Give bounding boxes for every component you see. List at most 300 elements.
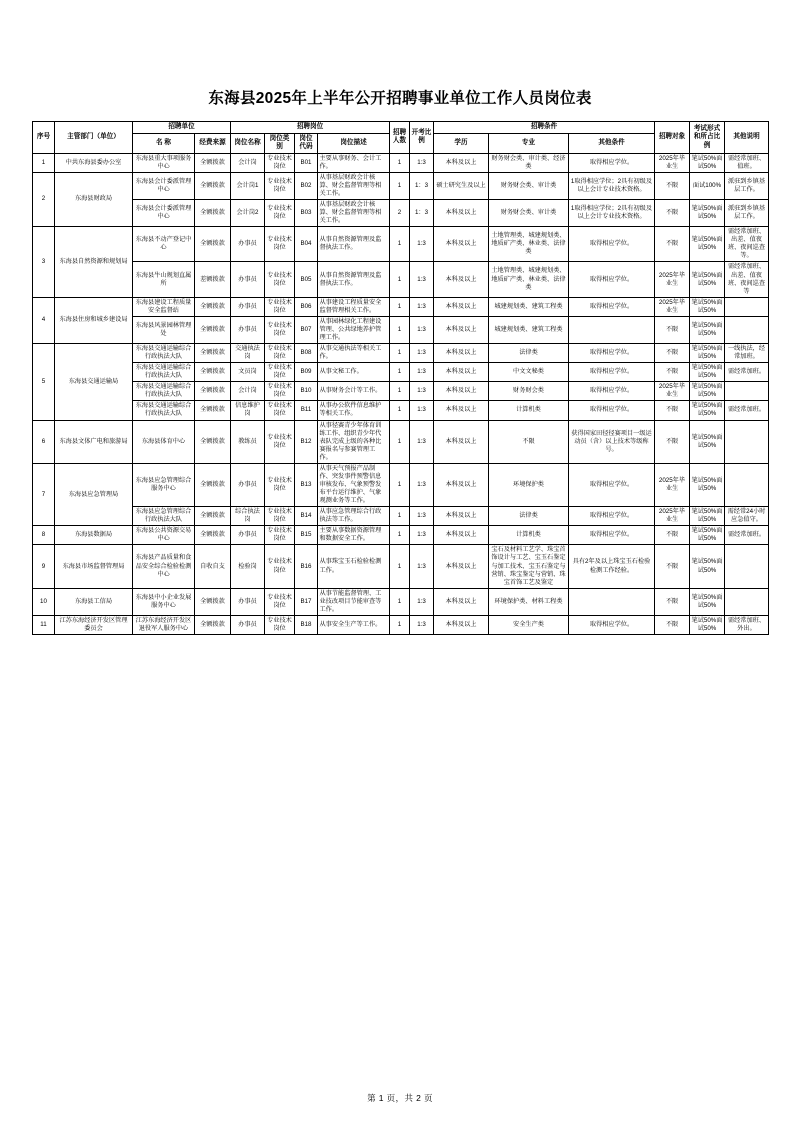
cell-post-name: 会计岗 bbox=[231, 382, 265, 401]
cell-education: 本科及以上 bbox=[434, 526, 489, 545]
table-row bbox=[33, 297, 769, 316]
cell-post-desc: 从事自然资源管理及监督执法工作。 bbox=[318, 227, 390, 262]
cell-unit-name: 东海县应急管理综合服务中心 bbox=[133, 463, 195, 506]
cell-post-name: 会计岗2 bbox=[231, 200, 265, 227]
cell-dept: 东海县应急管理局 bbox=[55, 463, 133, 525]
cell-other-conditions: 取得相应学位。 bbox=[569, 262, 655, 297]
table-row bbox=[33, 227, 769, 262]
cell-seq: 5 bbox=[33, 344, 55, 421]
cell-dept: 东海县财政局 bbox=[55, 172, 133, 226]
cell-post-code: B02 bbox=[295, 172, 318, 199]
cell-major: 不限 bbox=[489, 420, 569, 463]
cell-exam-ratio: 1:3 bbox=[410, 382, 434, 401]
cell-exam-form: 笔试50%面试50% bbox=[690, 262, 725, 297]
header-dept: 主管部门（单位） bbox=[55, 122, 133, 154]
cell-post-code: B01 bbox=[295, 153, 318, 172]
cell-funding: 全额拨款 bbox=[195, 227, 231, 262]
cell-post-name: 办事员 bbox=[231, 227, 265, 262]
header-remarks: 其他说明 bbox=[725, 122, 769, 154]
cell-remarks: 派驻到乡镇基层工作。 bbox=[725, 172, 769, 199]
cell-seq: 8 bbox=[33, 526, 55, 545]
cell-post-name: 检验岗 bbox=[231, 545, 265, 588]
cell-post-desc: 从事珠宝玉石检验检测工作。 bbox=[318, 545, 390, 588]
cell-exam-form: 笔试50%面试50% bbox=[690, 463, 725, 506]
cell-funding: 全额拨款 bbox=[195, 297, 231, 316]
cell-education: 本科及以上 bbox=[434, 401, 489, 420]
cell-headcount: 1 bbox=[390, 401, 410, 420]
cell-dept: 江苏东海经济开发区管理委员会 bbox=[55, 615, 133, 634]
cell-post-code: B13 bbox=[295, 463, 318, 506]
cell-exam-ratio: 1:3 bbox=[410, 545, 434, 588]
cell-target: 2025年毕业生 bbox=[655, 382, 690, 401]
cell-exam-ratio: 1:3 bbox=[410, 420, 434, 463]
cell-headcount: 1 bbox=[390, 153, 410, 172]
cell-major: 计算机类 bbox=[489, 526, 569, 545]
cell-education: 本科及以上 bbox=[434, 615, 489, 634]
table-row bbox=[33, 153, 769, 172]
cell-major: 计算机类 bbox=[489, 401, 569, 420]
cell-remarks bbox=[725, 463, 769, 506]
cell-education: 本科及以上 bbox=[434, 297, 489, 316]
cell-remarks bbox=[725, 297, 769, 316]
cell-major: 城建规划类、建筑工程类 bbox=[489, 297, 569, 316]
cell-headcount: 1 bbox=[390, 363, 410, 382]
cell-exam-form: 笔试50%面试50% bbox=[690, 545, 725, 588]
cell-target: 不限 bbox=[655, 401, 690, 420]
cell-education: 本科及以上 bbox=[434, 344, 489, 363]
cell-unit-name: 东海县交通运输综合行政执法大队 bbox=[133, 344, 195, 363]
cell-exam-ratio: 1:3 bbox=[410, 227, 434, 262]
header-row-top bbox=[33, 122, 769, 134]
cell-unit-name: 东海县会计委派管理中心 bbox=[133, 200, 195, 227]
cell-exam-form: 笔试50%面试50% bbox=[690, 227, 725, 262]
page-title: 东海县2025年上半年公开招聘事业单位工作人员岗位表 bbox=[208, 90, 592, 107]
cell-post-name: 办事员 bbox=[231, 297, 265, 316]
cell-target: 不限 bbox=[655, 227, 690, 262]
cell-remarks bbox=[725, 588, 769, 615]
cell-exam-ratio: 1:3 bbox=[410, 153, 434, 172]
cell-exam-ratio: 1:3 bbox=[410, 262, 434, 297]
cell-post-type: 专业技术岗位 bbox=[265, 545, 295, 588]
cell-post-type: 专业技术岗位 bbox=[265, 172, 295, 199]
cell-headcount: 1 bbox=[390, 316, 410, 343]
cell-remarks bbox=[725, 545, 769, 588]
cell-funding: 全额拨款 bbox=[195, 588, 231, 615]
cell-headcount: 1 bbox=[390, 526, 410, 545]
cell-remarks bbox=[725, 316, 769, 343]
cell-funding: 全额拨款 bbox=[195, 316, 231, 343]
cell-exam-form: 笔试50%面试50% bbox=[690, 344, 725, 363]
cell-post-desc: 从事天气预报产品制作、突发事件预警信息审核发布、气象预警发布平台运行维护、气象观测业务等工作。 bbox=[318, 463, 390, 506]
cell-major: 土地管理类、城建规划类、地质矿产类、林业类、法律类 bbox=[489, 262, 569, 297]
cell-remarks bbox=[725, 382, 769, 401]
table-row bbox=[33, 463, 769, 506]
recruitment-positions-table bbox=[32, 121, 769, 635]
cell-unit-name: 东海县产品质量和食品安全综合检验检测中心 bbox=[133, 545, 195, 588]
cell-unit-name: 东海县会计委派管理中心 bbox=[133, 172, 195, 199]
cell-headcount: 1 bbox=[390, 615, 410, 634]
cell-major: 城建规划类、建筑工程类 bbox=[489, 316, 569, 343]
cell-major: 法律类 bbox=[489, 344, 569, 363]
table-row bbox=[33, 363, 769, 382]
cell-target: 2025年毕业生 bbox=[655, 262, 690, 297]
cell-post-desc: 从事节能监督管理、工业技改项目节能审查等工作。 bbox=[318, 588, 390, 615]
cell-exam-form: 笔试50%面试50% bbox=[690, 526, 725, 545]
cell-headcount: 1 bbox=[390, 420, 410, 463]
cell-exam-form: 笔试50%面试50% bbox=[690, 615, 725, 634]
cell-funding: 全额拨款 bbox=[195, 401, 231, 420]
table-row bbox=[33, 507, 769, 526]
cell-post-name: 办事员 bbox=[231, 262, 265, 297]
cell-post-desc: 从事文秘工作。 bbox=[318, 363, 390, 382]
cell-education: 本科及以上 bbox=[434, 262, 489, 297]
cell-post-type: 专业技术岗位 bbox=[265, 200, 295, 227]
cell-exam-form: 笔试50%面试50% bbox=[690, 153, 725, 172]
cell-post-code: B09 bbox=[295, 363, 318, 382]
cell-unit-name: 东海县体育中心 bbox=[133, 420, 195, 463]
cell-education: 本科及以上 bbox=[434, 382, 489, 401]
cell-target: 不限 bbox=[655, 526, 690, 545]
cell-target: 不限 bbox=[655, 545, 690, 588]
cell-unit-name: 东海县牛山规划直属所 bbox=[133, 262, 195, 297]
cell-seq: 1 bbox=[33, 153, 55, 172]
cell-remarks: 需经常加班。 bbox=[725, 363, 769, 382]
cell-other-conditions: 取得相应学位。 bbox=[569, 153, 655, 172]
cell-post-desc: 主要从事财务、会计工作。 bbox=[318, 153, 390, 172]
cell-post-name: 办事员 bbox=[231, 316, 265, 343]
cell-seq: 7 bbox=[33, 463, 55, 525]
table-row bbox=[33, 401, 769, 420]
cell-post-name: 会计岗 bbox=[231, 153, 265, 172]
cell-post-code: B18 bbox=[295, 615, 318, 634]
cell-exam-form: 笔试50%面试50% bbox=[690, 507, 725, 526]
cell-funding: 全额拨款 bbox=[195, 363, 231, 382]
cell-post-code: B16 bbox=[295, 545, 318, 588]
cell-dept: 东海县工信局 bbox=[55, 588, 133, 615]
cell-dept: 中共东海县委办公室 bbox=[55, 153, 133, 172]
cell-exam-form: 笔试50%面试50% bbox=[690, 200, 725, 227]
cell-post-code: B06 bbox=[295, 297, 318, 316]
cell-major: 环境保护类、材料工程类 bbox=[489, 588, 569, 615]
cell-exam-ratio: 1：3 bbox=[410, 172, 434, 199]
cell-education: 本科及以上 bbox=[434, 507, 489, 526]
cell-post-desc: 从事基层财政会计核算、财会监督管理等相关工作。 bbox=[318, 172, 390, 199]
table-header bbox=[33, 122, 769, 154]
cell-other-conditions: 取得相应学位。 bbox=[569, 463, 655, 506]
cell-post-code: B14 bbox=[295, 507, 318, 526]
cell-post-name: 信息维护岗 bbox=[231, 401, 265, 420]
cell-target: 2025年毕业生 bbox=[655, 463, 690, 506]
cell-exam-ratio: 1：3 bbox=[410, 200, 434, 227]
cell-funding: 全额拨款 bbox=[195, 382, 231, 401]
header-exam-form: 考试形式和所占比例 bbox=[690, 122, 725, 154]
cell-funding: 差额拨款 bbox=[195, 262, 231, 297]
cell-major: 中文文秘类 bbox=[489, 363, 569, 382]
table-row bbox=[33, 420, 769, 463]
cell-dept: 东海县文体广电和旅游局 bbox=[55, 420, 133, 463]
cell-post-desc: 从事办公软件信息维护等相关工作。 bbox=[318, 401, 390, 420]
cell-seq: 6 bbox=[33, 420, 55, 463]
cell-post-desc: 主要从事数据资源管理和数据安全工作。 bbox=[318, 526, 390, 545]
cell-unit-name: 东海县应急管理综合行政执法大队 bbox=[133, 507, 195, 526]
cell-other-conditions: 取得相应学位。 bbox=[569, 227, 655, 262]
table-row bbox=[33, 382, 769, 401]
cell-exam-form: 笔试50%面试50% bbox=[690, 382, 725, 401]
header-seq: 序号 bbox=[33, 122, 55, 154]
cell-major: 财务财会类、审计类 bbox=[489, 172, 569, 199]
cell-post-name: 办事员 bbox=[231, 526, 265, 545]
cell-other-conditions: 取得相应学位。 bbox=[569, 363, 655, 382]
cell-exam-ratio: 1:3 bbox=[410, 588, 434, 615]
cell-post-desc: 从事交通执法等相关工作。 bbox=[318, 344, 390, 363]
header-major: 专业 bbox=[489, 133, 569, 153]
cell-post-name: 交通执法岗 bbox=[231, 344, 265, 363]
cell-headcount: 1 bbox=[390, 344, 410, 363]
cell-target: 2025年毕业生 bbox=[655, 507, 690, 526]
page-footer: 第 1 页，共 2 页 bbox=[367, 1093, 433, 1103]
cell-post-type: 专业技术岗位 bbox=[265, 463, 295, 506]
header-other-conditions: 其他条件 bbox=[569, 133, 655, 153]
cell-major: 法律类 bbox=[489, 507, 569, 526]
cell-unit-name: 东海县中小企业发展服务中心 bbox=[133, 588, 195, 615]
cell-other-conditions: 1取得相应学位；2具有初级及以上会计专业技术资格。 bbox=[569, 200, 655, 227]
cell-remarks: 需经常加班、出差、值夜班、夜间巡查等。 bbox=[725, 227, 769, 262]
cell-other-conditions: 取得相应学位。 bbox=[569, 615, 655, 634]
cell-education: 本科及以上 bbox=[434, 153, 489, 172]
cell-funding: 全额拨款 bbox=[195, 463, 231, 506]
cell-major: 财务财会类、审计类、经济类 bbox=[489, 153, 569, 172]
cell-post-desc: 从事安全生产等工作。 bbox=[318, 615, 390, 634]
cell-unit-name: 东海县交通运输综合行政执法大队 bbox=[133, 363, 195, 382]
cell-funding: 全额拨款 bbox=[195, 615, 231, 634]
header-unit-name: 名 称 bbox=[133, 133, 195, 153]
cell-post-desc: 从事园林绿化工程建设管理、公共绿地养护管理工作。 bbox=[318, 316, 390, 343]
cell-seq: 10 bbox=[33, 588, 55, 615]
cell-post-name: 办事员 bbox=[231, 463, 265, 506]
cell-post-type: 专业技术岗位 bbox=[265, 615, 295, 634]
cell-unit-name: 东海县不动产登记中心 bbox=[133, 227, 195, 262]
header-post-name: 岗位名称 bbox=[231, 133, 265, 153]
cell-post-type: 专业技术岗位 bbox=[265, 420, 295, 463]
cell-post-code: B03 bbox=[295, 200, 318, 227]
header-education: 学历 bbox=[434, 133, 489, 153]
cell-dept: 东海县交通运输局 bbox=[55, 344, 133, 421]
cell-other-conditions bbox=[569, 316, 655, 343]
cell-remarks: 需经常加班。 bbox=[725, 526, 769, 545]
cell-headcount: 1 bbox=[390, 297, 410, 316]
cell-dept: 东海县数据局 bbox=[55, 526, 133, 545]
cell-exam-ratio: 1:3 bbox=[410, 507, 434, 526]
cell-post-desc: 从事基层财政会计核算、财会监督管理等相关工作。 bbox=[318, 200, 390, 227]
cell-post-type: 专业技术岗位 bbox=[265, 401, 295, 420]
cell-unit-name: 江苏东海经济开发区退役军人服务中心 bbox=[133, 615, 195, 634]
cell-education: 本科及以上 bbox=[434, 227, 489, 262]
cell-headcount: 1 bbox=[390, 227, 410, 262]
cell-target: 不限 bbox=[655, 363, 690, 382]
cell-post-type: 专业技术岗位 bbox=[265, 297, 295, 316]
cell-target: 不限 bbox=[655, 316, 690, 343]
cell-unit-name: 东海县公共资源交易中心 bbox=[133, 526, 195, 545]
cell-exam-form: 笔试50%面试50% bbox=[690, 401, 725, 420]
cell-education: 本科及以上 bbox=[434, 545, 489, 588]
cell-seq: 2 bbox=[33, 172, 55, 226]
cell-remarks: 需经常加班、出差、值夜班、夜间巡查等 bbox=[725, 262, 769, 297]
cell-dept: 东海县住房和城乡建设局 bbox=[55, 297, 133, 343]
cell-other-conditions: 取得相应学位。 bbox=[569, 526, 655, 545]
cell-post-type: 专业技术岗位 bbox=[265, 316, 295, 343]
cell-unit-name: 东海县交通运输综合行政执法大队 bbox=[133, 401, 195, 420]
cell-major: 环境保护类 bbox=[489, 463, 569, 506]
header-target: 招聘对象 bbox=[655, 122, 690, 154]
cell-post-type: 专业技术岗位 bbox=[265, 382, 295, 401]
cell-funding: 全额拨款 bbox=[195, 420, 231, 463]
cell-headcount: 1 bbox=[390, 463, 410, 506]
cell-education: 硕士研究生及以上 bbox=[434, 172, 489, 199]
cell-headcount: 1 bbox=[390, 172, 410, 199]
cell-post-code: B10 bbox=[295, 382, 318, 401]
cell-post-type: 专业技术岗位 bbox=[265, 363, 295, 382]
cell-post-type: 专业技术岗位 bbox=[265, 153, 295, 172]
cell-major: 财务财会类 bbox=[489, 382, 569, 401]
table-row bbox=[33, 545, 769, 588]
cell-exam-ratio: 1:3 bbox=[410, 615, 434, 634]
cell-dept: 东海县自然资源和规划局 bbox=[55, 227, 133, 298]
cell-exam-ratio: 1:3 bbox=[410, 363, 434, 382]
cell-post-code: B12 bbox=[295, 420, 318, 463]
cell-other-conditions: 具有2年及以上珠宝玉石检验检测工作经验。 bbox=[569, 545, 655, 588]
cell-target: 不限 bbox=[655, 420, 690, 463]
cell-target: 2025年毕业生 bbox=[655, 153, 690, 172]
cell-major: 土地管理类、城建规划类、地质矿产类、林业类、法律类 bbox=[489, 227, 569, 262]
cell-remarks: 需经常24小时应急值守。 bbox=[725, 507, 769, 526]
cell-education: 本科及以上 bbox=[434, 420, 489, 463]
cell-dept: 东海县市场监督管理局 bbox=[55, 545, 133, 588]
cell-other-conditions: 获得国家田径径赛项目一级运动员（含）以上技术等级称号。 bbox=[569, 420, 655, 463]
cell-other-conditions: 取得相应学位。 bbox=[569, 507, 655, 526]
cell-other-conditions: 取得相应学位。 bbox=[569, 401, 655, 420]
cell-unit-name: 东海县建设工程质量安全监督站 bbox=[133, 297, 195, 316]
cell-post-desc: 从事应急管理综合行政执法等工作。 bbox=[318, 507, 390, 526]
cell-post-desc: 从事自然资源管理及监督执法工作。 bbox=[318, 262, 390, 297]
cell-unit-name: 东海县重大事项服务中心 bbox=[133, 153, 195, 172]
cell-post-type: 专业技术岗位 bbox=[265, 507, 295, 526]
cell-other-conditions: 取得相应学位。 bbox=[569, 344, 655, 363]
cell-post-code: B17 bbox=[295, 588, 318, 615]
cell-post-type: 专业技术岗位 bbox=[265, 526, 295, 545]
cell-post-desc: 从事财务会计等工作。 bbox=[318, 382, 390, 401]
cell-target: 不限 bbox=[655, 588, 690, 615]
cell-exam-form: 面试100% bbox=[690, 172, 725, 199]
cell-remarks bbox=[725, 420, 769, 463]
cell-post-code: B07 bbox=[295, 316, 318, 343]
cell-remarks: 派驻到乡镇基层工作。 bbox=[725, 200, 769, 227]
header-recruit-post-group: 招聘岗位 bbox=[231, 122, 390, 134]
header-exam-ratio: 开考比例 bbox=[410, 122, 434, 154]
cell-post-type: 专业技术岗位 bbox=[265, 588, 295, 615]
cell-funding: 全额拨款 bbox=[195, 153, 231, 172]
cell-exam-ratio: 1:3 bbox=[410, 463, 434, 506]
cell-unit-name: 东海县风景园林管理处 bbox=[133, 316, 195, 343]
cell-seq: 9 bbox=[33, 545, 55, 588]
table-body bbox=[33, 153, 769, 634]
table-row bbox=[33, 316, 769, 343]
cell-target: 不限 bbox=[655, 172, 690, 199]
cell-seq: 4 bbox=[33, 297, 55, 343]
cell-target: 2025年毕业生 bbox=[655, 297, 690, 316]
cell-post-name: 会计岗1 bbox=[231, 172, 265, 199]
cell-funding: 全额拨款 bbox=[195, 344, 231, 363]
cell-post-code: B15 bbox=[295, 526, 318, 545]
cell-exam-ratio: 1:3 bbox=[410, 526, 434, 545]
cell-education: 本科及以上 bbox=[434, 316, 489, 343]
cell-remarks: 需经常加班。 bbox=[725, 401, 769, 420]
cell-other-conditions: 取得相应学位。 bbox=[569, 297, 655, 316]
cell-exam-ratio: 1:3 bbox=[410, 297, 434, 316]
cell-headcount: 1 bbox=[390, 588, 410, 615]
cell-remarks: 需经常加班、值班。 bbox=[725, 153, 769, 172]
cell-headcount: 1 bbox=[390, 262, 410, 297]
cell-post-code: B04 bbox=[295, 227, 318, 262]
cell-post-name: 办事员 bbox=[231, 615, 265, 634]
cell-major: 财务财会类、审计类 bbox=[489, 200, 569, 227]
cell-post-code: B08 bbox=[295, 344, 318, 363]
table-row bbox=[33, 262, 769, 297]
cell-education: 本科及以上 bbox=[434, 363, 489, 382]
cell-exam-ratio: 1:3 bbox=[410, 316, 434, 343]
header-headcount: 招聘人数 bbox=[390, 122, 410, 154]
cell-funding: 全额拨款 bbox=[195, 526, 231, 545]
cell-headcount: 1 bbox=[390, 545, 410, 588]
cell-education: 本科及以上 bbox=[434, 200, 489, 227]
cell-exam-form: 笔试50%面试50% bbox=[690, 297, 725, 316]
cell-unit-name: 东海县交通运输综合行政执法大队 bbox=[133, 382, 195, 401]
cell-seq: 3 bbox=[33, 227, 55, 298]
cell-headcount: 1 bbox=[390, 507, 410, 526]
table-row bbox=[33, 615, 769, 634]
cell-remarks: 需经常加班、外出。 bbox=[725, 615, 769, 634]
cell-post-code: B11 bbox=[295, 401, 318, 420]
cell-post-code: B05 bbox=[295, 262, 318, 297]
header-recruit-unit-group: 招聘单位 bbox=[133, 122, 231, 134]
table-row bbox=[33, 344, 769, 363]
cell-other-conditions: 1取得相应学位；2具有初级及以上会计专业技术资格。 bbox=[569, 172, 655, 199]
table-row bbox=[33, 200, 769, 227]
cell-post-type: 专业技术岗位 bbox=[265, 344, 295, 363]
table-row bbox=[33, 526, 769, 545]
cell-other-conditions bbox=[569, 588, 655, 615]
header-funding: 经费来源 bbox=[195, 133, 231, 153]
header-conditions-group: 招聘条件 bbox=[434, 122, 655, 134]
header-post-code: 岗位代码 bbox=[295, 133, 318, 153]
cell-funding: 全额拨款 bbox=[195, 507, 231, 526]
cell-major: 宝石及材料工艺学、珠宝首饰设计与工艺、宝玉石鉴定与加工技术、宝玉石鉴定与营销、珠宝鉴定与营销、珠宝首饰工艺及鉴定 bbox=[489, 545, 569, 588]
cell-post-type: 专业技术岗位 bbox=[265, 227, 295, 262]
cell-post-desc: 从事径赛青少年体育训练工作、组织青少年代表队完成上级的各种比赛报名与参赛管理工作。 bbox=[318, 420, 390, 463]
cell-post-type: 专业技术岗位 bbox=[265, 262, 295, 297]
cell-funding: 全额拨款 bbox=[195, 200, 231, 227]
cell-funding: 自收自支 bbox=[195, 545, 231, 588]
cell-post-desc: 从事建设工程质量安全监督管理相关工作。 bbox=[318, 297, 390, 316]
cell-headcount: 2 bbox=[390, 200, 410, 227]
cell-other-conditions: 取得相应学位。 bbox=[569, 382, 655, 401]
header-post-desc: 岗位描述 bbox=[318, 133, 390, 153]
cell-post-name: 综合执法岗 bbox=[231, 507, 265, 526]
cell-education: 本科及以上 bbox=[434, 463, 489, 506]
cell-major: 安全生产类 bbox=[489, 615, 569, 634]
cell-funding: 全额拨款 bbox=[195, 172, 231, 199]
cell-exam-form: 笔试50%面试50% bbox=[690, 316, 725, 343]
cell-target: 不限 bbox=[655, 615, 690, 634]
